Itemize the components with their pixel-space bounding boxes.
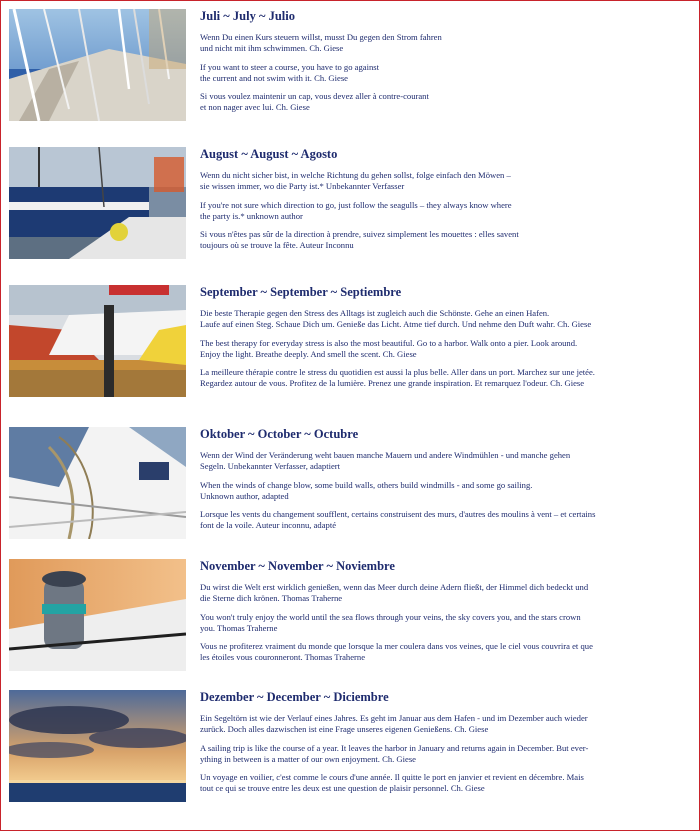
winch-photo: [9, 559, 186, 671]
quote-french: La meilleure thérapie contre le stress du quotidien est aussi la plus belle. Aller dans un port. Marchez sur une jetée. Regardez autour de vous. Profitez de la lumière. Prenez une grande inspiration. Et remarquez l'odeur. Ch. Giese: [200, 367, 595, 389]
quote-french: Si vous n'êtes pas sûr de la direction à prendre, suivez simplement les mouettes : elles savent toujours où se trouve la fête. Auteur Inconnu: [200, 229, 519, 251]
month-text: [200, 690, 691, 802]
quote-german: Du wirst die Welt erst wirklich genießen, wenn das Meer durch deine Adern fließt, der Himmel dich bedeckt und die Sterne dich krönen. Thomas Traherne: [200, 582, 589, 604]
quote-german: Wenn der Wind der Veränderung weht bauen manche Mauern und andere Windmühlen - und manche gehen Segeln. Unbekannter Verfasser, adaptiert: [200, 450, 571, 472]
quote-french: Si vous voulez maintenir un cap, vous devez aller à contre-courant et non nager avec lui. Ch. Giese: [200, 91, 429, 113]
quote-english: A sailing trip is like the course of a year. It leaves the harbor in January and returns again in December. But ever- ything in between is a matter of our own enjoyment. Ch. Giese: [200, 742, 589, 764]
month-text: [200, 559, 691, 671]
month-title: Juli ~ July ~ Julio: [200, 9, 295, 23]
marina-reflection-photo: [9, 285, 186, 397]
month-title: November ~ November ~ Noviembre: [200, 559, 395, 573]
month-text: [200, 285, 691, 397]
month-text: [200, 427, 691, 539]
sunset-sea-photo: [9, 690, 186, 802]
harbor-boats-photo: [9, 147, 186, 259]
quote-english: When the winds of change blow, some build walls, others build windmills - and some go sailing. Unknown author, adapted: [200, 479, 533, 501]
quote-english: The best therapy for everyday stress is also the most beautiful. Go to a harbor. Walk onto a pier. Look around. Enjoy the light. Breathe deeply. And smell the scent. Ch. Giese: [200, 337, 578, 359]
quote-french: Un voyage en voilier, c'est comme le cours d'une année. Il quitte le port en janvier et revient en décembre. Mais tout ce qui se trouve entre les deux est une question de plaisir personnel. Ch. Giese: [200, 772, 584, 794]
month-title: Oktober ~ October ~ Octubre: [200, 427, 359, 441]
quote-german: Wenn Du einen Kurs steuern willst, musst Du gegen den Strom fahren und nicht mit ihm schwimmen. Ch. Giese: [200, 32, 442, 54]
quote-german: Wenn du nicht sicher bist, in welche Richtung du gehen sollst, folge einfach den Möwen – sie wissen immer, wo die Party ist.* Unbekannter Verfasser: [200, 170, 511, 192]
month-title: September ~ September ~ Septiembre: [200, 285, 402, 299]
month-title: Dezember ~ December ~ Diciembre: [200, 690, 389, 704]
month-text: [200, 147, 691, 259]
quote-english: You won't truly enjoy the world until the sea flows through your veins, the sky covers you, and the stars crown you. Thomas Traherne: [200, 611, 581, 633]
quote-english: If you're not sure which direction to go, just follow the seagulls – they always know where the party is.* unknown author: [200, 199, 512, 221]
sailboat-deck-photo: [9, 9, 186, 121]
month-title: August ~ August ~ Agosto: [200, 147, 338, 161]
quote-french: Lorsque les vents du changement soufflent, certains construisent des murs, d'autres des moulins à vent – et certains font de la voile. Auteur inconnu, adapté: [200, 509, 596, 531]
quote-german: Ein Segeltörn ist wie der Verlauf eines Jahres. Es geht im Januar aus dem Hafen - und im Dezember auch wieder zurück. Doch alles dazwischen ist eine Frage unseres eigenen Genießens. Ch. Giese: [200, 713, 588, 735]
quote-french: Vous ne profiterez vraiment du monde que lorsque la mer coulera dans vos veines, que le ciel vous couvrira et que les étoiles vous couronneront. Thomas Traherne: [200, 641, 593, 663]
quote-english: If you want to steer a course, you have to go against the current and not swim with it. Ch. Giese: [200, 61, 379, 83]
month-text: [200, 9, 691, 121]
quote-german: Die beste Therapie gegen den Stress des Alltags ist zugleich auch die Schönste. Gehe an einen Hafen. Laufe auf einen Steg. Schaue Dich um. Genieße das Licht. Atme tief durch. Und nehme den Duft wahr. Ch. Giese: [200, 308, 592, 330]
sailboat-rigging-photo: [9, 427, 186, 539]
